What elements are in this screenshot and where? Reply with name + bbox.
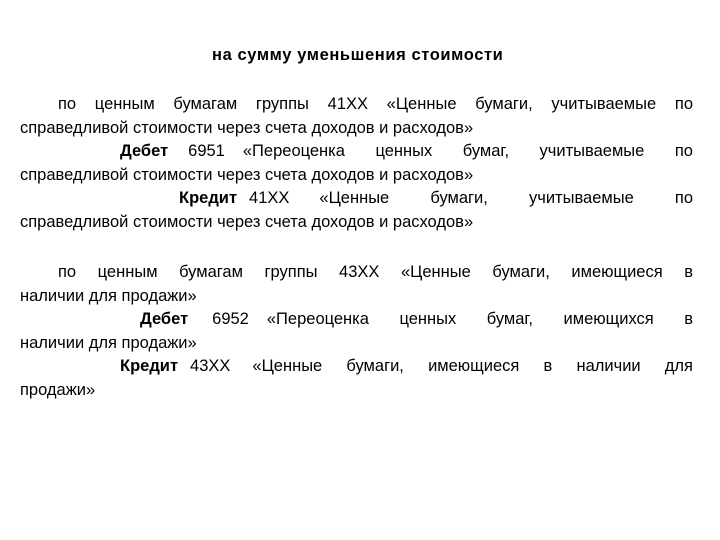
group-description-line: по ценным бумагам группы 43ХХ «Ценные бумаги, имеющиеся в bbox=[58, 263, 693, 281]
continuation-line: продажи» bbox=[20, 380, 96, 399]
debit-account: 6952 bbox=[212, 310, 249, 329]
group-description-line: по ценным бумагам группы 41ХХ «Ценные бумаги, учитываемые по bbox=[58, 95, 693, 113]
section-heading: на сумму уменьшения стоимости bbox=[212, 46, 504, 64]
continuation-line: справедливой стоимости через счета доходов и расходов» bbox=[20, 118, 474, 137]
debit-account: 6951 bbox=[188, 142, 225, 161]
credit-line bbox=[20, 187, 693, 211]
credit-account: 41ХХ bbox=[249, 189, 290, 208]
debit-description: «Переоценка ценных бумаг, имеющихся в bbox=[266, 310, 693, 329]
credit-label: Кредит bbox=[179, 189, 238, 208]
debit-label: Дебет bbox=[140, 310, 189, 329]
debit-line bbox=[20, 140, 693, 164]
debit-line bbox=[20, 308, 693, 332]
debit-label: Дебет bbox=[120, 142, 169, 161]
securities-41xx-entry bbox=[20, 93, 693, 235]
continuation-line: наличии для продажи» bbox=[20, 333, 197, 352]
securities-43xx-entry bbox=[20, 261, 693, 403]
continuation-line: справедливой стоимости через счета доходов и расходов» bbox=[20, 165, 474, 184]
continuation-line: наличии для продажи» bbox=[20, 286, 197, 305]
credit-line bbox=[20, 355, 693, 379]
credit-account: 43ХХ bbox=[190, 357, 231, 376]
credit-description: «Ценные бумаги, учитываемые по bbox=[319, 189, 693, 208]
continuation-line: справедливой стоимости через счета доходов и расходов» bbox=[20, 212, 474, 231]
credit-description: «Ценные бумаги, имеющиеся в наличии для bbox=[252, 357, 693, 376]
credit-label: Кредит bbox=[120, 357, 179, 376]
debit-description: «Переоценка ценных бумаг, учитываемые по bbox=[242, 142, 693, 161]
